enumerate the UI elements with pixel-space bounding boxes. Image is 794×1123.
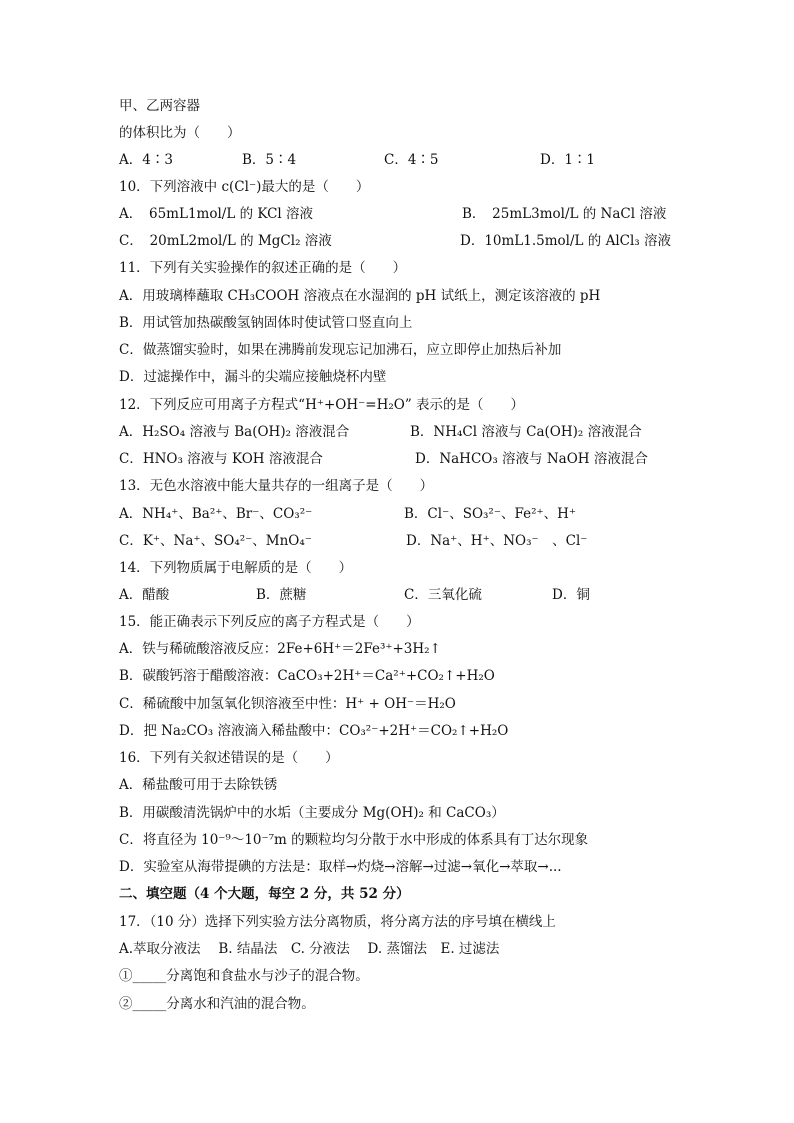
q9-option-c: C．4∶5 xyxy=(384,152,439,168)
q13-option-c: C．K⁺、Na⁺、SO₄²⁻、MnO₄⁻ xyxy=(119,533,312,549)
q11-option-a: A．用玻璃棒蘸取 CH₃COOH 溶液点在水湿润的 pH 试纸上，测定该溶液的 pH xyxy=(119,288,601,304)
q12-option-a: A．H₂SO₄ 溶液与 Ba(OH)₂ 溶液混合 xyxy=(119,424,350,440)
q11-option-c: C．做蒸馏实验时，如果在沸腾前发现忘记加沸石，应立即停止加热后补加 xyxy=(119,342,562,358)
q11-option-b: B．用试管加热碳酸氢钠固体时使试管口竖直向上 xyxy=(119,315,413,331)
q15-option-d: D．把 Na₂CO₃ 溶液滴入稀盐酸中：CO₃²⁻+2H⁺＝CO₂↑+H₂O xyxy=(119,723,509,739)
q10-option-d: D．10mL1.5mol/L 的 AlCl₃ 溶液 xyxy=(460,233,671,249)
q16-option-d: D．实验室从海带提碘的方法是：取样→灼烧→溶解→过滤→氧化→萃取→... xyxy=(119,859,562,875)
q14-option-b: B．蔗糖 xyxy=(256,587,307,603)
intro-line-1: 甲、乙两容器 xyxy=(119,98,200,114)
intro-line-2: 的体积比为（ ） xyxy=(119,125,241,141)
q9-option-d: D．1∶1 xyxy=(540,152,596,168)
q15-option-b: B．碳酸钙溶于醋酸溶液：CaCO₃+2H⁺＝Ca²⁺+CO₂↑+H₂O xyxy=(119,668,495,684)
q13-option-a: A．NH₄⁺、Ba²⁺、Br⁻、CO₃²⁻ xyxy=(119,506,313,522)
q15-stem: 15．能正确表示下列反应的离子方程式是（ ） xyxy=(119,614,420,630)
q16-option-c: C．将直径为 10⁻⁹～10⁻⁷m 的颗粒均匀分散于水中形成的体系具有丁达尔现象 xyxy=(119,832,589,848)
q10-option-c: C． 20mL2mol/L 的 MgCl₂ 溶液 xyxy=(119,233,332,249)
q12-stem: 12．下列反应可用离子方程式“H⁺+OH⁻=H₂O” 表示的是（ ） xyxy=(119,397,525,413)
q14-option-d: D．铜 xyxy=(552,587,590,603)
q11-option-d: D．过滤操作中，漏斗的尖端应接触烧杯内壁 xyxy=(119,369,387,385)
q15-option-a: A．铁与稀硫酸溶液反应：2Fe+6H⁺＝2Fe³⁺+3H₂↑ xyxy=(119,641,441,657)
q12-option-c: C．HNO₃ 溶液与 KOH 溶液混合 xyxy=(119,451,323,467)
q15-option-c: C．稀硫酸中加氢氧化钡溶液至中性：H⁺ + OH⁻＝H₂O xyxy=(119,696,456,712)
q17-method-options: A.萃取分液法 B. 结晶法 C. 分液法 D. 蒸馏法 E. 过滤法 xyxy=(119,941,500,957)
q9-option-a: A．4∶3 xyxy=(119,152,173,168)
q10-option-a: A． 65mL1mol/L 的 KCl 溶液 xyxy=(119,206,314,222)
q16-stem: 16．下列有关叙述错误的是（ ） xyxy=(119,750,339,766)
q14-stem: 14．下列物质属于电解质的是（ ） xyxy=(119,560,353,576)
q13-stem: 13．无色水溶液中能大量共存的一组离子是（ ） xyxy=(119,478,434,494)
q9-option-b: B．5∶4 xyxy=(242,152,297,168)
q17-blank-2: ②_____分离水和汽油的混合物。 xyxy=(119,996,315,1012)
q10-option-b: B． 25mL3mol/L 的 NaCl 溶液 xyxy=(462,206,667,222)
q14-option-c: C．三氧化硫 xyxy=(404,587,482,603)
q14-option-a: A．醋酸 xyxy=(119,587,170,603)
q13-option-d: D．Na⁺、H⁺、NO₃⁻ 、Cl⁻ xyxy=(406,533,588,549)
q12-option-d: D．NaHCO₃ 溶液与 NaOH 溶液混合 xyxy=(415,451,648,467)
section-2-heading: 二、填空题（4 个大题，每空 2 分，共 52 分） xyxy=(119,886,410,902)
q17-blank-1: ①_____分离饱和食盐水与沙子的混合物。 xyxy=(119,968,369,984)
q16-option-b: B．用碳酸清洗锅炉中的水垢（主要成分 Mg(OH)₂ 和 CaCO₃） xyxy=(119,805,505,821)
q13-option-b: B．Cl⁻、SO₃²⁻、Fe²⁺、H⁺ xyxy=(404,506,577,522)
q12-option-b: B．NH₄Cl 溶液与 Ca(OH)₂ 溶液混合 xyxy=(410,424,642,440)
q10-stem: 10．下列溶液中 c(Cl⁻)最大的是（ ） xyxy=(119,179,370,195)
q11-stem: 11．下列有关实验操作的叙述正确的是（ ） xyxy=(119,260,407,276)
q16-option-a: A．稀盐酸可用于去除铁锈 xyxy=(119,777,278,793)
q17-stem: 17．（10 分）选择下列实验方法分离物质，将分离方法的序号填在横线上 xyxy=(119,914,556,930)
